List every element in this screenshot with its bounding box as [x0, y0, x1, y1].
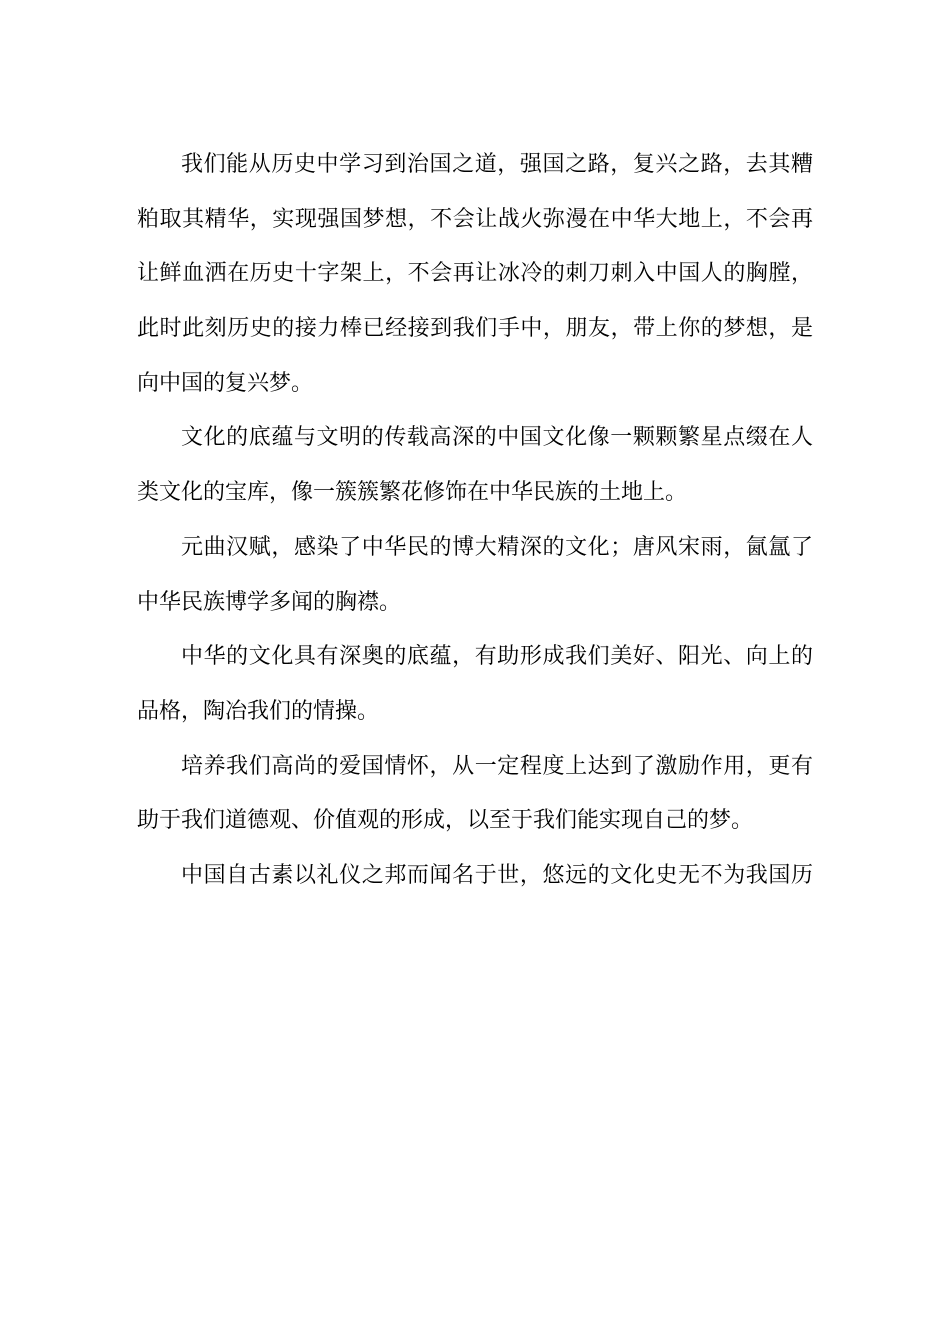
paragraph-line: 类文化的宝库，像一簇簇繁花修饰在中华民族的土地上。	[137, 480, 688, 506]
paragraph-line: 中华民族博学多闻的胸襟。	[137, 589, 402, 615]
paragraph-line: 让鲜血洒在历史十字架上，不会再让冰冷的刺刀刺入中国人的胸膛，	[137, 261, 813, 287]
paragraph-line: 粕取其精华，实现强国梦想，不会让战火弥漫在中华大地上，不会再	[137, 206, 813, 232]
paragraph-line: 中华的文化具有深奥的底蕴，有助形成我们美好、阳光、向上的	[181, 644, 813, 670]
paragraph-line: 中国自古素以礼仪之邦而闻名于世，悠远的文化史无不为我国历	[181, 862, 813, 888]
paragraph-line: 培养我们高尚的爱国情怀，从一定程度上达到了激励作用，更有	[181, 753, 813, 779]
paragraph-line: 文化的底蕴与文明的传载高深的中国文化像一颗颗繁星点缀在人	[181, 425, 813, 451]
paragraph-line: 助于我们道德观、价值观的形成，以至于我们能实现自己的梦。	[137, 808, 754, 834]
paragraph-line: 品格，陶冶我们的情操。	[137, 698, 380, 724]
paragraph-line: 我们能从历史中学习到治国之道，强国之路，复兴之路，去其糟	[181, 152, 813, 177]
paragraph-line: 此时此刻历史的接力棒已经接到我们手中，朋友，带上你的梦想，是	[137, 316, 813, 342]
paragraph-line: 向中国的复兴梦。	[137, 370, 314, 396]
paragraph-line: 元曲汉赋，感染了中华民的博大精深的文化；唐风宋雨，氤氲了	[181, 534, 813, 560]
document-body	[137, 138, 813, 904]
